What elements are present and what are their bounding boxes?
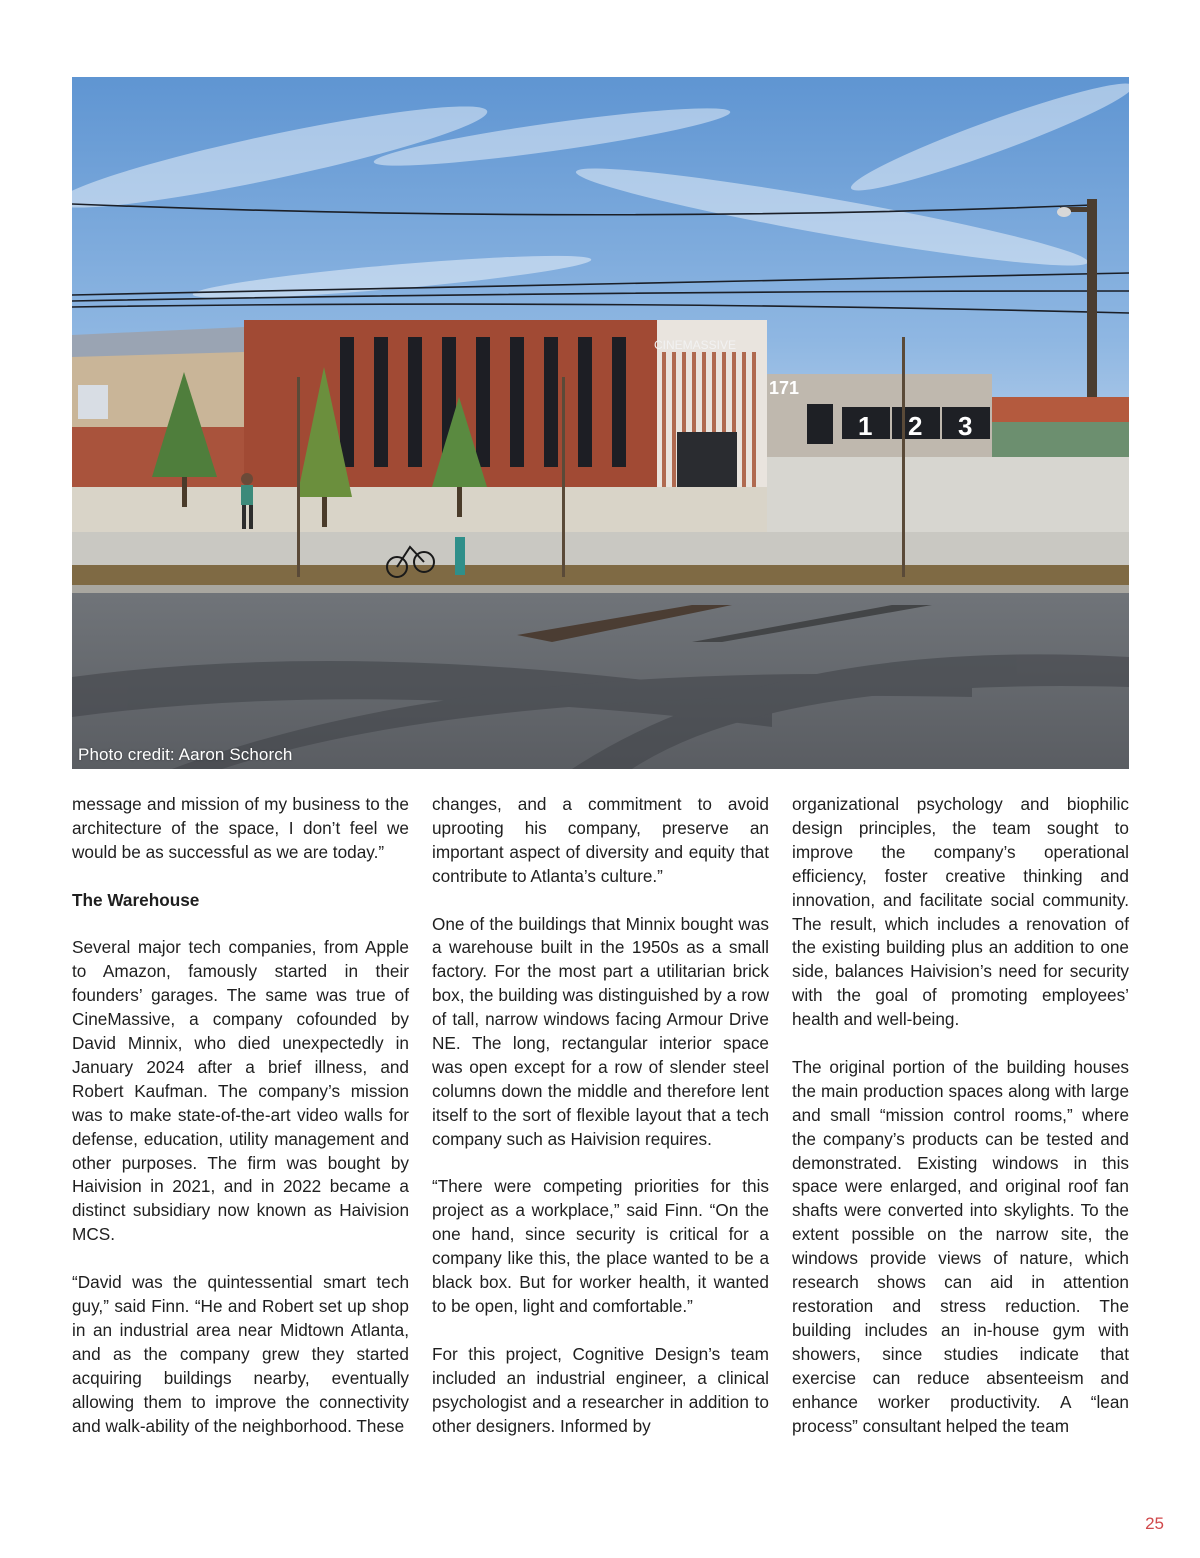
paragraph: “David was the quintessential smart tech guy,” said Finn. “He and Robert set up shop in an industrial area near Midtown Atlanta, and as the company grew they started acquiring buildings nearby, eventually allowing them to improve the connectivity and walk-ability of the neighborhood. These [72,1272,409,1436]
paragraph: One of the buildings that Minnix bought was a warehouse built in the 1950s as a small factory. For the most part a utilitarian brick box, the building was distinguished by a row of tall, narrow windows facing Armour Drive NE. The long, rectangular interior space was open except for a row of slender steel columns down the middle and therefore lent itself to the sort of flexible layout that a tech company such as Haivision requires. [432,913,769,1149]
svg-text:3: 3 [958,411,973,441]
article-column-1 [72,793,409,1438]
grass-strip [72,565,1129,587]
section-heading: The Warehouse [72,889,200,910]
sign-cinemassive: CINEMASSIVE [654,338,737,352]
svg-text:1: 1 [858,411,873,441]
article-column-3 [792,793,1129,1438]
svg-text:171: 171 [769,378,800,398]
svg-text:2: 2 [908,411,923,441]
paragraph: “There were competing priorities for this project as a workplace,” said Finn. “On the one hand, since security is critical for a company like this, the place wanted to be a black box. But for worker health, it wanted to be open, light and comfortable.” [432,1176,769,1316]
paragraph: changes, and a commitment to avoid uprooting his company, preserve an important aspect of diversity and equity that contribute to Atlanta’s culture.” [432,794,769,886]
landscaped-bed [72,487,767,537]
paragraph: message and mission of my business to the architecture of the space, I don’t feel we would be as successful as we are today.” [72,794,409,862]
sidewalk [72,532,1129,567]
paragraph: For this project, Cognitive Design’s team included an industrial engineer, a clinical psychologist and a researcher in addition to other designers. Informed by [432,1343,769,1436]
tall-windows [340,337,626,467]
charging-post [455,537,465,575]
photo-credit: Photo credit: Aaron Schorch [78,745,293,764]
paragraph: Several major tech companies, from Apple to Amazon, famously started in their founders’ garages. The same was true of CineMassive, a company cofounded by David Minnix, who died unexpectedly in January 2024 after a brief illness, and Robert Kaufman. The company’s mission was to make state-of-the-art video walls for defense, education, utility management and other purposes. The firm was bought by Haivision in 2021, and in 2022 became a distinct subsidiary now known as Haivision MCS. [72,937,409,1245]
warehouse-photo-illustration [72,77,1129,769]
paragraph: The original portion of the building houses the main production spaces along with large and small “mission control rooms,” where the company’s products can be tested and demonstrated. Existing windows in this space were enlarged, and original roof fan shafts were converted into skylights. To the extent possible on the narrow site, the windows provide views of nature, which research shows can aid in attention restoration and stress reduction. The building includes an in-house gym with showers, since studies indicate that exercise can reduce absenteeism and enhance worker productivity. A “lean process” consultant helped the team [792,1056,1129,1436]
article-column-2 [432,793,769,1438]
paragraph: organizational psychology and biophilic design principles, the team sought to improve the company’s operational efficiency, foster creative thinking and innovation, and facilitate social community. The result, which includes a renovation of the existing building plus an addition to one side, balances Haivision’s need for security with the goal of promoting employees’ health and well-being. [792,794,1129,1030]
hero-photo [72,77,1129,769]
page-number: 25 [1145,1514,1164,1533]
